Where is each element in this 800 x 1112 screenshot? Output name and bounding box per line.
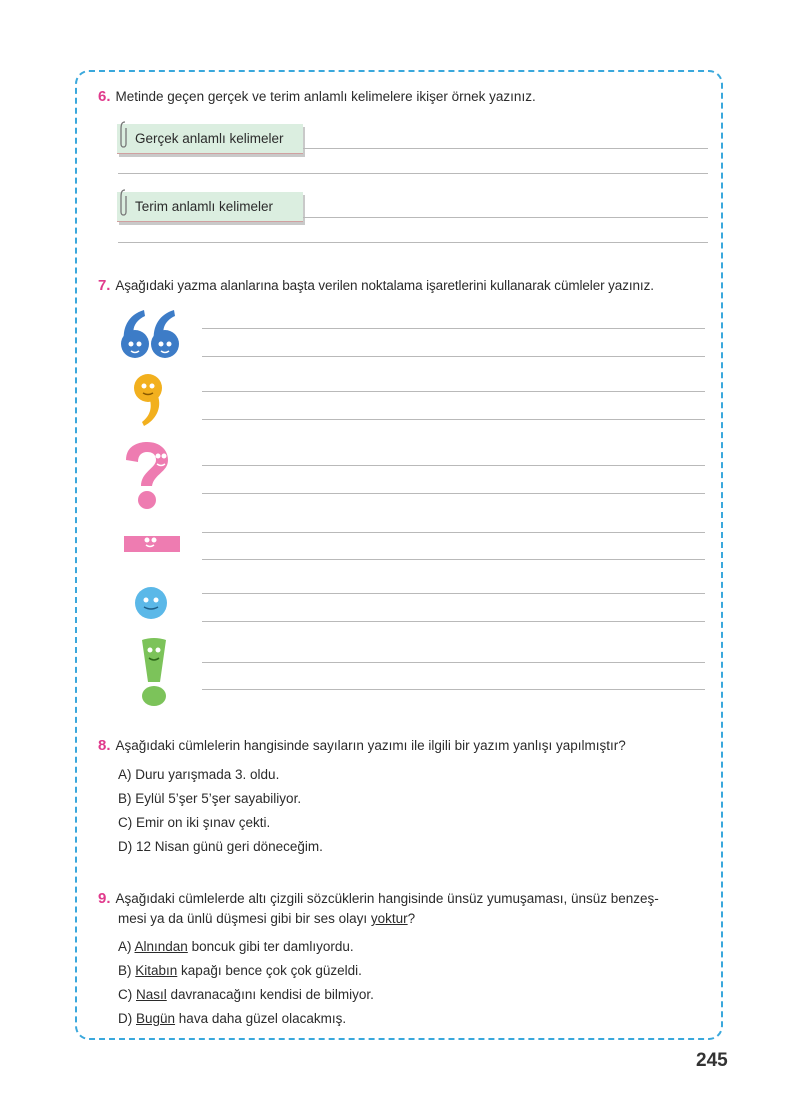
option-d[interactable]: D) 12 Nisan günü geri döneceğim. [118, 839, 323, 854]
underlined-word: Alnından [134, 939, 188, 954]
answer-line[interactable] [202, 356, 705, 357]
question-7 [98, 277, 654, 295]
question-text-line1: Aşağıdaki cümlelerde altı çizgili sözcüklerin hangisinde ünsüz yumuşaması, ünsüz benzeş- [115, 891, 659, 906]
answer-line[interactable] [202, 689, 705, 690]
option-text: kapağı bence çok çok güzeldi. [177, 963, 362, 978]
question-number: 9. [98, 890, 111, 907]
answer-line[interactable] [202, 328, 705, 329]
underlined-word: Kitabın [135, 963, 178, 978]
answer-line[interactable] [202, 419, 705, 420]
answer-line[interactable] [202, 465, 705, 466]
option-letter: D) [118, 1011, 136, 1026]
comma-icon [132, 372, 172, 428]
question-9 [98, 890, 659, 908]
answer-line[interactable] [202, 493, 705, 494]
exclamation-mark-icon [138, 636, 170, 708]
page-number: 245 [696, 1050, 728, 1071]
question-text: Aşağıdaki yazma alanlarına başta verilen noktalama işaretlerini kullanarak cümleler yazınız. [115, 278, 654, 293]
answer-line[interactable] [202, 391, 705, 392]
question-9-line2 [118, 910, 415, 928]
answer-line[interactable] [303, 217, 708, 218]
option-c[interactable]: C) Emir on iki şınav çekti. [118, 815, 271, 830]
question-text: Aşağıdaki cümlelerin hangisinde sayıların yazımı ile ilgili bir yazım yanlışı yapılmıştır? [115, 738, 626, 753]
question-8 [98, 737, 626, 755]
question-mark: ? [407, 911, 416, 926]
dash-icon [124, 530, 180, 554]
option-b[interactable]: B) Eylül 5’şer 5’şer sayabiliyor. [118, 791, 302, 806]
answer-line[interactable] [202, 662, 705, 663]
question-mark-icon [120, 440, 174, 512]
option-text: hava daha güzel olacakmış. [175, 1011, 347, 1026]
tag-real-meaning [117, 124, 303, 154]
answer-line[interactable] [118, 173, 708, 174]
option-letter: C) [118, 987, 136, 1002]
answer-line[interactable] [202, 621, 705, 622]
option-letter: A) [118, 939, 135, 954]
option-d[interactable] [118, 1010, 346, 1028]
answer-line[interactable] [303, 148, 708, 149]
option-text: davranacağını kendisi de bilmiyor. [166, 987, 374, 1002]
underlined-word: yoktur [370, 911, 408, 926]
question-number: 6. [98, 88, 111, 105]
question-text: mesi ya da ünlü düşmesi gibi bir ses olayı [118, 911, 371, 926]
tag-term-meaning [117, 192, 303, 222]
question-number: 8. [98, 737, 111, 754]
quotation-mark-icon [118, 308, 184, 360]
answer-line[interactable] [118, 242, 708, 243]
option-text: boncuk gibi ter damlıyordu. [187, 939, 354, 954]
option-b[interactable] [118, 962, 362, 980]
answer-line[interactable] [202, 532, 705, 533]
tag-label: Terim anlamlı kelimeler [135, 199, 274, 214]
question-text: Metinde geçen gerçek ve terim anlamlı kelimelere ikişer örnek yazınız. [115, 89, 536, 104]
option-a[interactable] [118, 938, 354, 956]
period-icon [134, 586, 168, 620]
question-number: 7. [98, 277, 111, 294]
underlined-word: Bugün [136, 1011, 176, 1026]
option-a[interactable]: A) Duru yarışmada 3. oldu. [118, 767, 280, 782]
tag-label: Gerçek anlamlı kelimeler [135, 131, 284, 146]
paperclip-icon [119, 120, 128, 150]
option-letter: B) [118, 963, 136, 978]
answer-line[interactable] [202, 559, 705, 560]
question-6 [98, 88, 536, 106]
option-c[interactable] [118, 986, 374, 1004]
answer-line[interactable] [202, 593, 705, 594]
underlined-word: Nasıl [136, 987, 167, 1002]
paperclip-icon [119, 188, 128, 218]
